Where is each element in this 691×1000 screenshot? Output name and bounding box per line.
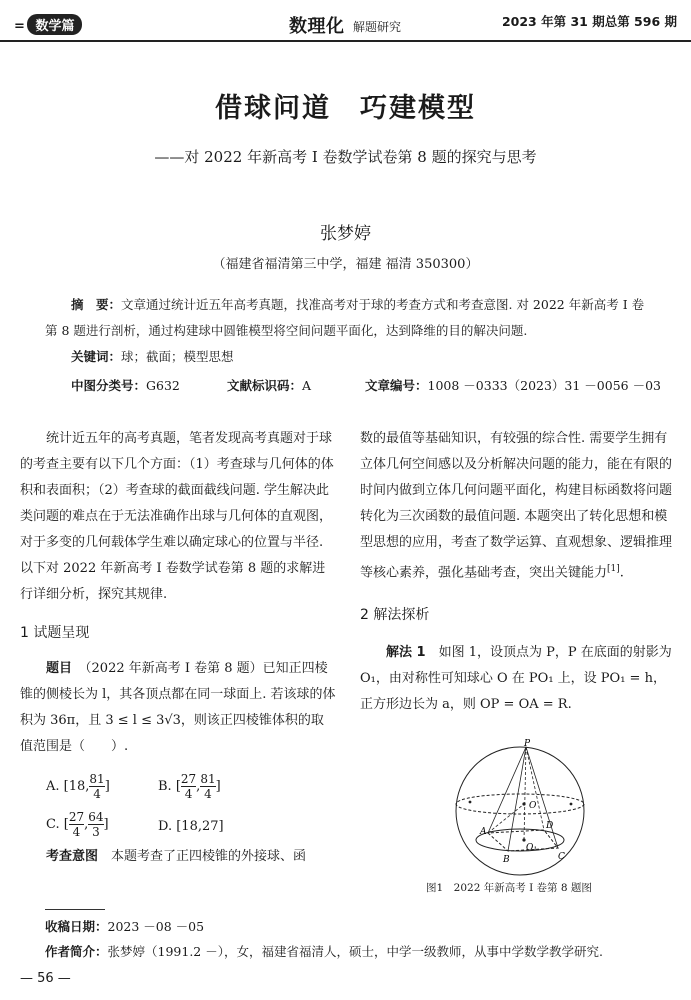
intent-paragraph: [20, 844, 336, 870]
options-row-1: [20, 764, 336, 800]
edge-pd: [526, 747, 544, 830]
option-c-suffix: ]: [103, 817, 109, 832]
label-c: C: [558, 852, 565, 862]
continued-end: .: [619, 565, 624, 581]
clc-label: 中图分类号：: [71, 378, 147, 393]
option-c-n1: 27: [68, 810, 85, 824]
option-c-d2: 3: [92, 825, 100, 839]
solution-text: 如图 1，设顶点为 P，P 在底面的射影为 O₁，由对称性可知球心 O 在 PO₁ 上，设 PO₁ = h，正方形边长为 a，则 OP = OA = R.: [360, 645, 672, 713]
option-a-frac: [89, 772, 104, 801]
option-a-suffix: ]: [104, 779, 110, 794]
label-o1: O₁: [526, 843, 537, 853]
badge-dashes: =: [14, 19, 23, 34]
abstract-text: 文章通过统计近五年高考真题，找准高考对于球的考查方式和考查意图. 对 2022 年新高考 Ⅰ 卷第 8 题进行剖析，通过构建球中圆锥模型将空间问题平面化，达到降维的目的解决问题.: [45, 297, 645, 338]
continued-text: 数的最值等基础知识，有较强的综合性. 需要学生拥有立体几何空间感以及分析解决问题的能力，能在有限的时间内做到立体几何问题平面化，构建目标函数将问题转化为三次函数的最值问题. 本题突出了转化思想和模型思想的应用，考查了数学运算、直观想象、逻辑推理等核心素养，强化基础考查，突出关键能力: [360, 431, 673, 581]
label-d: D: [546, 821, 554, 831]
author-affiliation: （福建省福清第三中学，福建 福清 350300）: [212, 257, 479, 272]
option-a-num: 81: [89, 772, 105, 786]
option-b: B. [ $\frac{27}{4}$ , $\frac{81}{4}$ ]: [158, 772, 221, 801]
article-number: [365, 376, 661, 394]
clc-value: G632: [146, 378, 180, 393]
intent-text: 本题考查了正四棱锥的外接球、函: [111, 849, 307, 864]
option-b-frac2: [200, 772, 215, 801]
journal-section: 解题研究: [353, 20, 402, 34]
edge-pa: [488, 747, 526, 833]
option-b-suffix: ]: [215, 779, 221, 794]
solution-paragraph: [360, 640, 676, 718]
option-c-frac2: [88, 810, 103, 839]
received-label: 收稿日期：: [45, 919, 108, 934]
abstract-label: 摘 要：: [71, 297, 122, 312]
question-label: 题目: [46, 661, 73, 676]
clc-code: [71, 376, 180, 394]
sphere-equator: [456, 794, 584, 814]
options-row-2: [20, 804, 336, 840]
intent-label: 考查意图: [46, 849, 99, 864]
option-b-prefix: B. [: [158, 779, 181, 794]
left-column: [20, 426, 336, 870]
num-label: 文章编号：: [365, 378, 428, 393]
received-value: 2023 －08 －05: [107, 919, 205, 934]
article-title: 借球问道 巧建模型: [215, 93, 476, 124]
option-a: [46, 772, 110, 801]
label-p: P: [524, 739, 531, 749]
label-b: B: [503, 855, 510, 865]
equator-right-dot: [570, 803, 573, 806]
section-2-heading: 2 解法探析: [360, 607, 430, 624]
right-column: [360, 426, 676, 718]
section-1-heading: 1 试题呈现: [20, 625, 90, 641]
solution-label: 解法 1: [386, 645, 426, 661]
option-b-d2: 4: [204, 787, 212, 801]
author-bio: [45, 942, 603, 960]
received-date: [45, 917, 204, 935]
question-text: （2022 年新高考 Ⅰ 卷第 8 题）已知正四棱锥的侧棱长为 l，其各顶点都在同一球面上. 若该球的体积为 36π，且 3 ≤ l ≤ 3√3，则该正四棱锥体积的取值范围是（ ）.: [20, 661, 336, 754]
option-b-d1: 4: [184, 787, 193, 801]
doc-label: 文献标识码：: [227, 378, 303, 393]
label-a: A: [480, 827, 487, 837]
center-o1: [522, 838, 525, 841]
keywords-text: 球；截面；模型思想: [121, 349, 234, 364]
sphere-pyramid-figure: [440, 738, 600, 878]
option-c: C. [ $\frac{27}{4}$ , $\frac{64}{3}$ ]: [46, 810, 109, 839]
equator-left-dot: [469, 801, 472, 804]
footnote-rule: [45, 909, 105, 910]
keywords-label: 关键词：: [71, 349, 122, 364]
option-b-n2: 81: [200, 772, 216, 786]
option-c-prefix: C. [: [46, 817, 69, 832]
author-name: 张梦婷: [320, 224, 371, 244]
option-b-frac1: [181, 772, 196, 801]
edge-pc: [526, 747, 558, 848]
bio-label: 作者简介：: [45, 944, 108, 959]
section-badge: [14, 14, 82, 35]
question-paragraph: [20, 656, 336, 760]
citation: [1]: [607, 564, 620, 574]
journal-name: 数理化: [289, 16, 345, 37]
option-c-frac1: [69, 810, 84, 839]
continued-paragraph: [360, 426, 676, 586]
option-a-prefix: A. [18,: [46, 779, 90, 794]
figure-caption: 图1 2022 年新高考 Ⅰ 卷第 8 题图: [426, 882, 592, 894]
badge-label: 数学篇: [27, 14, 82, 35]
option-c-n2: 64: [88, 810, 104, 824]
issue-info: 2023 年第 31 期总第 596 期: [501, 14, 677, 29]
center-o: [522, 802, 525, 805]
option-a-den: 4: [93, 787, 101, 801]
abstract: [45, 292, 645, 370]
num-value: 1008 －0333（2023）31 －0056 －03: [427, 378, 661, 393]
axis-po1: [524, 747, 526, 840]
option-c-d1: 4: [72, 825, 81, 839]
option-b-n1: 27: [180, 772, 197, 786]
intro-paragraph: 统计近五年的高考真题，笔者发现高考真题对于球的考查主要有以下几个方面：（1）考查球与几何体的体积和表面积；（2）考查球的截面截线问题. 学生解决此类问题的难点在于无法准确作出球与几何体的直观图，对于多变的几何载体学生难以确定球心的位置与半径. 以下对 2022 年新高考 Ⅰ 卷数学试卷第 8 题的求解进行详细分析，探究其规律.: [20, 431, 334, 602]
doc-code: [227, 376, 311, 394]
option-d: D. [18,27]: [158, 819, 224, 834]
article-subtitle: ——对 2022 年新高考 Ⅰ 卷数学试卷第 8 题的探究与思考: [154, 148, 537, 166]
edge-pb: [508, 747, 526, 851]
bio-text: 张梦婷（1991.2 －），女，福建省福清人，硕士，中学一级教师，从事中学数学教学研究.: [107, 944, 603, 959]
header-rule: [0, 40, 691, 42]
doc-value: A: [302, 378, 312, 393]
page-number: — 56 —: [20, 971, 71, 986]
page-header: [0, 0, 691, 44]
label-o: O: [529, 801, 537, 811]
